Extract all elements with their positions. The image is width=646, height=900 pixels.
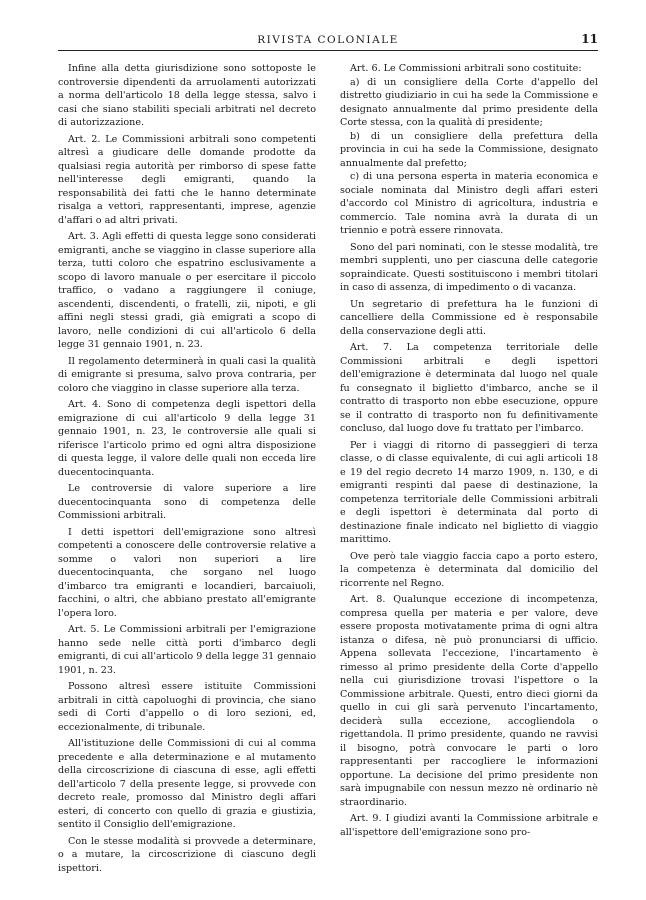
- paragraph: Le controversie di valore superiore a lire duecentocinquanta sono di competenza delle Commissioni arbitrali.: [58, 483, 316, 521]
- journal-title: RIVISTA COLONIALE: [257, 34, 399, 46]
- right-column: [340, 62, 598, 842]
- paragraph: Art. 3. Agli effetti di questa legge sono considerati emigranti, anche se viaggino in classe superiore alla terza, tutti coloro che espatrino esclusivamente a scopo di lavoro manuale o per esercitare il piccolo traffico, o vadano a raggiungere il coniuge, ascendenti, discendenti, o fratelli, zii, nipoti, e gli affini negli stessi gradi, già emigrati a scopo di lavoro, nelle condizioni di cui all'articolo 6 della legge 31 gennaio 1901, n. 23.: [58, 231, 316, 350]
- page-number: 11: [581, 32, 598, 46]
- paragraph: Art. 2. Le Commissioni arbitrali sono competenti altresì a giudicare delle domande prodotte da qualsiasi regia autorità per rimborso di spese fatte nell'interesse degli emigranti, quando la responsabilità dei fatti che le hanno determinate risalga a vettori, rappresentanti, imprese, agenzie d'affari o ad altri privati.: [58, 133, 316, 226]
- paragraph: Possono altresì essere istituite Commissioni arbitrali in città capoluoghi di provincia, che siano sedi di Corti d'appello o di loro sezioni, ed, eccezionalmente, di tribunale.: [58, 681, 316, 733]
- paragraph: Un segretario di prefettura ha le funzioni di cancelliere della Commissione ed è responsabile della conservazione degli atti.: [340, 298, 598, 337]
- paragraph: Art. 9. I giudizi avanti la Commissione arbitrale e all'ispettore dell'emigrazione sono pro-: [340, 813, 598, 838]
- paragraph: Infine alla detta giurisdizione sono sottoposte le controversie dipendenti da arruolamenti autorizzati a norma dell'articolo 18 della legge stessa, salvo i casi che siano stabiliti speciali arbitrati nel decreto di autorizzazione.: [58, 63, 316, 128]
- paragraph: All'istituzione delle Commissioni di cui al comma precedente e alla determinazione e al mutamento della circoscrizione di ciascuna di esse, agli effetti dell'articolo 7 della presente legge, si provvede con decreto reale, promosso dal Ministro degli affari esteri, di concerto con quello di grazia e giustizia, sentito il Consiglio dell'emigrazione.: [58, 738, 316, 830]
- list-item: b) di un consigliere della prefettura della provincia in cui ha sede la Commissione, designato annualmente dal prefetto;: [340, 130, 598, 169]
- paragraph: I detti ispettori dell'emigrazione sono altresì competenti a conoscere delle controversie relative a somme o valori non superiori a lire duecentocinquanta, che sorgano nel luogo d'imbarco tra emigranti e locandieri, barcaiuoli, facchini, o altri, che abbiano prestato all'emigrante l'opera loro.: [58, 526, 316, 619]
- paragraph: Art. 7. La competenza territoriale delle Commissioni arbitrali e degli ispettori dell'emigrazione è determinata dal luogo nel quale fu consegnato il biglietto d'imbarco, anche se il contratto di trasporto non ebbe esecuzione, oppure se il contratto di trasporto non fu definitivamente concluso, dal luogo dove fu trattato per l'imbarco.: [340, 342, 598, 434]
- list-item: a) di un consigliere della Corte d'appello del distretto giudiziario in cui ha sede la Commissione e designato annualmente dal primo presidente della Corte stessa, con la qualità di presidente;: [340, 76, 598, 128]
- left-column: [58, 62, 316, 878]
- paragraph: Con le stesse modalità si provvede a determinare, o a mutare, la circoscrizione di ciascuno degli ispettori.: [58, 835, 316, 874]
- paragraph: Art. 5. Le Commissioni arbitrali per l'emigrazione hanno sede nelle città porti d'imbarco degli emigranti, di cui all'articolo 9 della legge 31 gennaio 1901, n. 23.: [58, 624, 316, 676]
- paragraph: Art. 6. Le Commissioni arbitrali sono costituite:: [350, 63, 582, 74]
- paragraph: Art. 4. Sono di competenza degli ispettori della emigrazione di cui all'articolo 9 della legge 31 gennaio 1901, n. 23, le controversie alle quali si riferisce l'articolo primo ed ogni altra disposizione di questa legge, il valore delle quali non ecceda lire duecentocinquanta.: [58, 399, 316, 478]
- paragraph: Art. 8. Qualunque eccezione di incompetenza, compresa quella per materia e per valore, deve essere proposta motivatamente prima di ogni altra istanza o difesa, nè può pronunciarsi di ufficio. Appena sollevata l'eccezione, l'incartamento è rimesso al primo presidente della Corte d'appello nella cui giurisdizione trovasi l'ispettore o la Commissione arbitrale. Questi, entro dieci giorni da quello in cui gli sarà pervenuto l'incartamento, deciderà sulla eccezione, accogliendola o rigettandola. Il primo presidente, quando ne ravvisi il bisogno, potrà convocare le parti o loro rappresentanti per raccogliere le informazioni opportune. La decisione del primo presidente non sarà impugnabile con nessun mezzo nè ordinario nè straordinario.: [340, 594, 598, 808]
- paragraph: Ove però tale viaggio faccia capo a porto estero, la competenza è determinata dal domicilio del ricorrente nel Regno.: [340, 550, 598, 589]
- paragraph: Il regolamento determinerà in quali casi la qualità di emigrante si presuma, salvo prova contraria, per coloro che viaggino in classe superiore alla terza.: [58, 355, 316, 394]
- list-item: c) di una persona esperta in materia economica e sociale nominata dal Ministro degli affari esteri d'accordo col Ministro di agricoltura, industria e commercio. Tale nomina avrà la durata di un triennio e potrà essere rinnovata.: [340, 171, 598, 236]
- paragraph: Sono del pari nominati, con le stesse modalità, tre membri supplenti, uno per ciascuna delle categorie sopraindicate. Questi sostituiscono i membri titolari in caso di assenza, di impedimento o di vacanza.: [340, 241, 598, 293]
- running-header: [58, 28, 598, 51]
- paragraph: Per i viaggi di ritorno di passeggieri di terza classe, o di classe equivalente, di cui agli articoli 18 e 19 del regio decreto 14 marzo 1909, n. 130, e di emigranti respinti dal paese di destinazione, la competenza territoriale delle Commissioni arbitrali e degli ispettori è determinata dal porto di destinazione finale indicato nel biglietto di viaggio marittimo.: [340, 439, 598, 545]
